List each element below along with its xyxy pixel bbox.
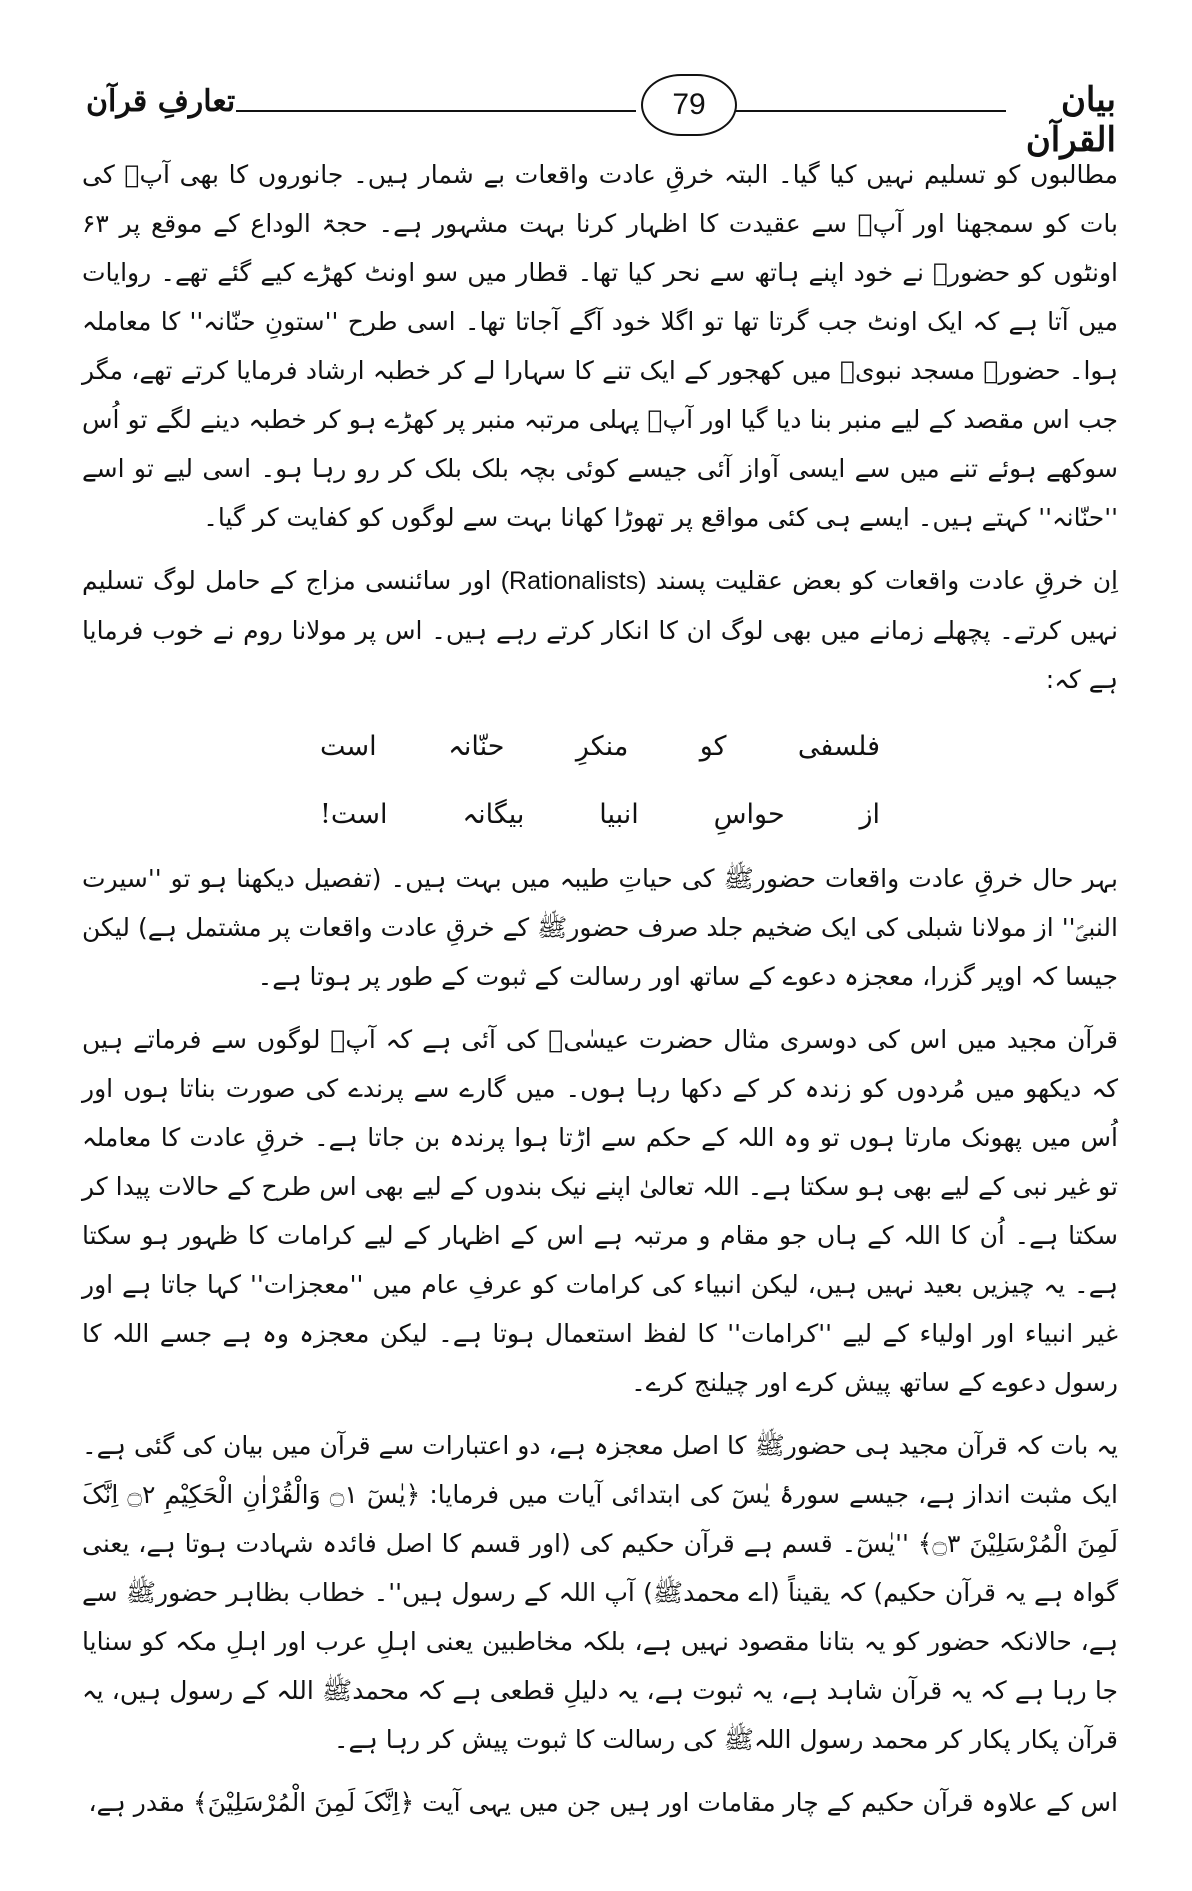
poem-word: است! bbox=[320, 799, 388, 830]
book-title: بیان القرآن bbox=[1025, 80, 1116, 160]
poem-word: حنّانہ bbox=[448, 731, 505, 762]
poem-line-1 bbox=[320, 718, 880, 776]
poem-word: حواسِ bbox=[713, 799, 785, 830]
chapter-title: تعارفِ قرآن bbox=[86, 84, 236, 119]
poem-word: فلسفی bbox=[797, 731, 880, 762]
paragraph bbox=[82, 556, 1118, 704]
paragraph: اس کے علاوہ قرآن حکیم کے چار مقامات اور ہیں جن میں یہی آیت ﴿اِنَّکَ لَمِنَ الْمُرْسَلِیْنَ﴾ مقدر ہے، bbox=[88, 1788, 1118, 1817]
poem-word: بیگانہ bbox=[462, 799, 525, 830]
paragraph: یہ بات کہ قرآن مجید ہی حضورﷺ کا اصل معجزہ ہے، دو اعتبارات سے قرآن میں بیان کی گئی ہے۔ ایک مثبت انداز ہے، جیسے سورۂ یٰسٓ کی ابتدائی آیات میں فرمایا: ﴿یٰسٓ ۝۱ وَالْقُرْاٰنِ الْحَکِیْمِ ۝۲ اِنَّکَ لَمِنَ الْمُرْسَلِیْنَ ۝۳﴾ ''یٰسٓ۔ قسم ہے قرآن حکیم کی (اور قسم کا اصل فائدہ شہادت ہوتا ہے، یعنی گواہ ہے یہ قرآن حکیم) کہ یقیناً (اے محمدﷺ) آپ اللہ کے رسول ہیں''۔ خطاب بظاہر حضورﷺ سے ہے، حالانکہ حضور کو یہ بتانا مقصود نہیں ہے، بلکہ مخاطبین یعنی اہلِ عرب اور اہلِ مکہ کو سنایا جا رہا ہے کہ یہ قرآن شاہد ہے، یہ ثبوت ہے، یہ دلیلِ قطعی ہے کہ محمدﷺ اللہ کے رسول ہیں، یہ قرآن پکار پکار کر محمد رسول اللہﷺ کی رسالت کا ثبوت پیش کر رہا ہے۔ bbox=[82, 1431, 1118, 1754]
header-rule-left bbox=[236, 110, 636, 112]
paragraph-part: اِن خرقِ عادت واقعات کو بعض عقلیت پسند bbox=[655, 566, 1119, 595]
poem-word: است bbox=[320, 731, 377, 762]
poem-line-2 bbox=[320, 786, 880, 844]
page-header bbox=[86, 66, 1116, 160]
paragraph-part: اور سائنسی مزاج کے حامل لوگ تسلیم نہیں کرتے۔ پچھلے زمانے میں بھی لوگ ان کا انکار کرتے رہے ہیں۔ اس پر مولانا روم نے خوب فرمایا ہے کہ: bbox=[82, 566, 1118, 694]
poem-word: کو bbox=[699, 731, 727, 762]
page-number: 79 bbox=[641, 74, 737, 136]
poem-word: انبیا bbox=[599, 799, 639, 830]
poem-word: منکرِ bbox=[575, 731, 629, 762]
paragraph: بہر حال خرقِ عادت واقعات حضورﷺ کی حیاتِ طیبہ میں بہت ہیں۔ (تفصیل دیکھنا ہو تو ''سیرت النبیؐ'' از مولانا شبلی کی ایک ضخیم جلد صرف حضورﷺ کے خرقِ عادت واقعات پر مشتمل ہے) لیکن جیسا کہ اوپر گزرا، معجزہ دعوے کے ساتھ اور رسالت کے ثبوت کے طور پر ہوتا ہے۔ bbox=[82, 864, 1118, 991]
english-term: (Rationalists) bbox=[500, 567, 647, 595]
paragraph: مطالبوں کو تسلیم نہیں کیا گیا۔ البتہ خرقِ عادت واقعات بے شمار ہیں۔ جانوروں کا بھی آپؐ کی بات کو سمجھنا اور آپؐ سے عقیدت کا اظہار کرنا بہت مشہور ہے۔ حجۃ الوداع کے موقع پر ۶۳ اونٹوں کو حضورﷺ نے خود اپنے ہاتھ سے نحر کیا تھا۔ قطار میں سو اونٹ کھڑے کیے گئے تھے۔ روایات میں آتا ہے کہ ایک اونٹ جب گرتا تھا تو اگلا خود آگے آجاتا تھا۔ اسی طرح ''ستونِ حنّانہ'' کا معاملہ ہوا۔ حضورﷺ مسجد نبویؐ میں کھجور کے ایک تنے کا سہارا لے کر خطبہ ارشاد فرمایا کرتے تھے، مگر جب اس مقصد کے لیے منبر بنا دیا گیا اور آپؐ پہلی مرتبہ منبر پر کھڑے ہو کر خطبہ دینے لگے تو اُس سوکھے ہوئے تنے میں سے ایسی آواز آئی جیسے کوئی بچہ بلک بلک کر رو رہا ہو۔ اسی لیے تو اسے ''حنّانہ'' کہتے ہیں۔ ایسے ہی کئی مواقع پر تھوڑا کھانا بہت سے لوگوں کو کفایت کر گیا۔ bbox=[82, 160, 1118, 532]
poem-word: از bbox=[859, 799, 880, 830]
paragraph: قرآن مجید میں اس کی دوسری مثال حضرت عیسٰیؑ کی آئی ہے کہ آپؑ لوگوں سے فرماتے ہیں کہ دیکھو میں مُردوں کو زندہ کر کے دکھا رہا ہوں۔ میں گارے سے پرندے کی صورت بناتا ہوں اور اُس میں پھونک مارتا ہوں تو وہ اللہ کے حکم سے اڑتا ہوا پرندہ بن جاتا ہے۔ خرقِ عادت کا معاملہ تو غیر نبی کے لیے بھی ہو سکتا ہے۔ اللہ تعالیٰ اپنے نیک بندوں کے لیے بھی اس طرح کے حالات پیدا کر سکتا ہے۔ اُن کا اللہ کے ہاں جو مقام و مرتبہ ہے اس کے اظہار کے لیے کرامات کا ظہور ہو سکتا ہے۔ یہ چیزیں بعید نہیں ہیں، لیکن انبیاء کی کرامات کو عرفِ عام میں ''معجزات'' کہا جاتا ہے اور غیر انبیاء اور اولیاء کے لیے ''کرامات'' کا لفظ استعمال ہوتا ہے۔ لیکن معجزہ وہ ہے جسے اللہ کا رسول دعوے کے ساتھ پیش کرے اور چیلنج کرے۔ bbox=[82, 1025, 1118, 1397]
body-text bbox=[82, 150, 1118, 1841]
